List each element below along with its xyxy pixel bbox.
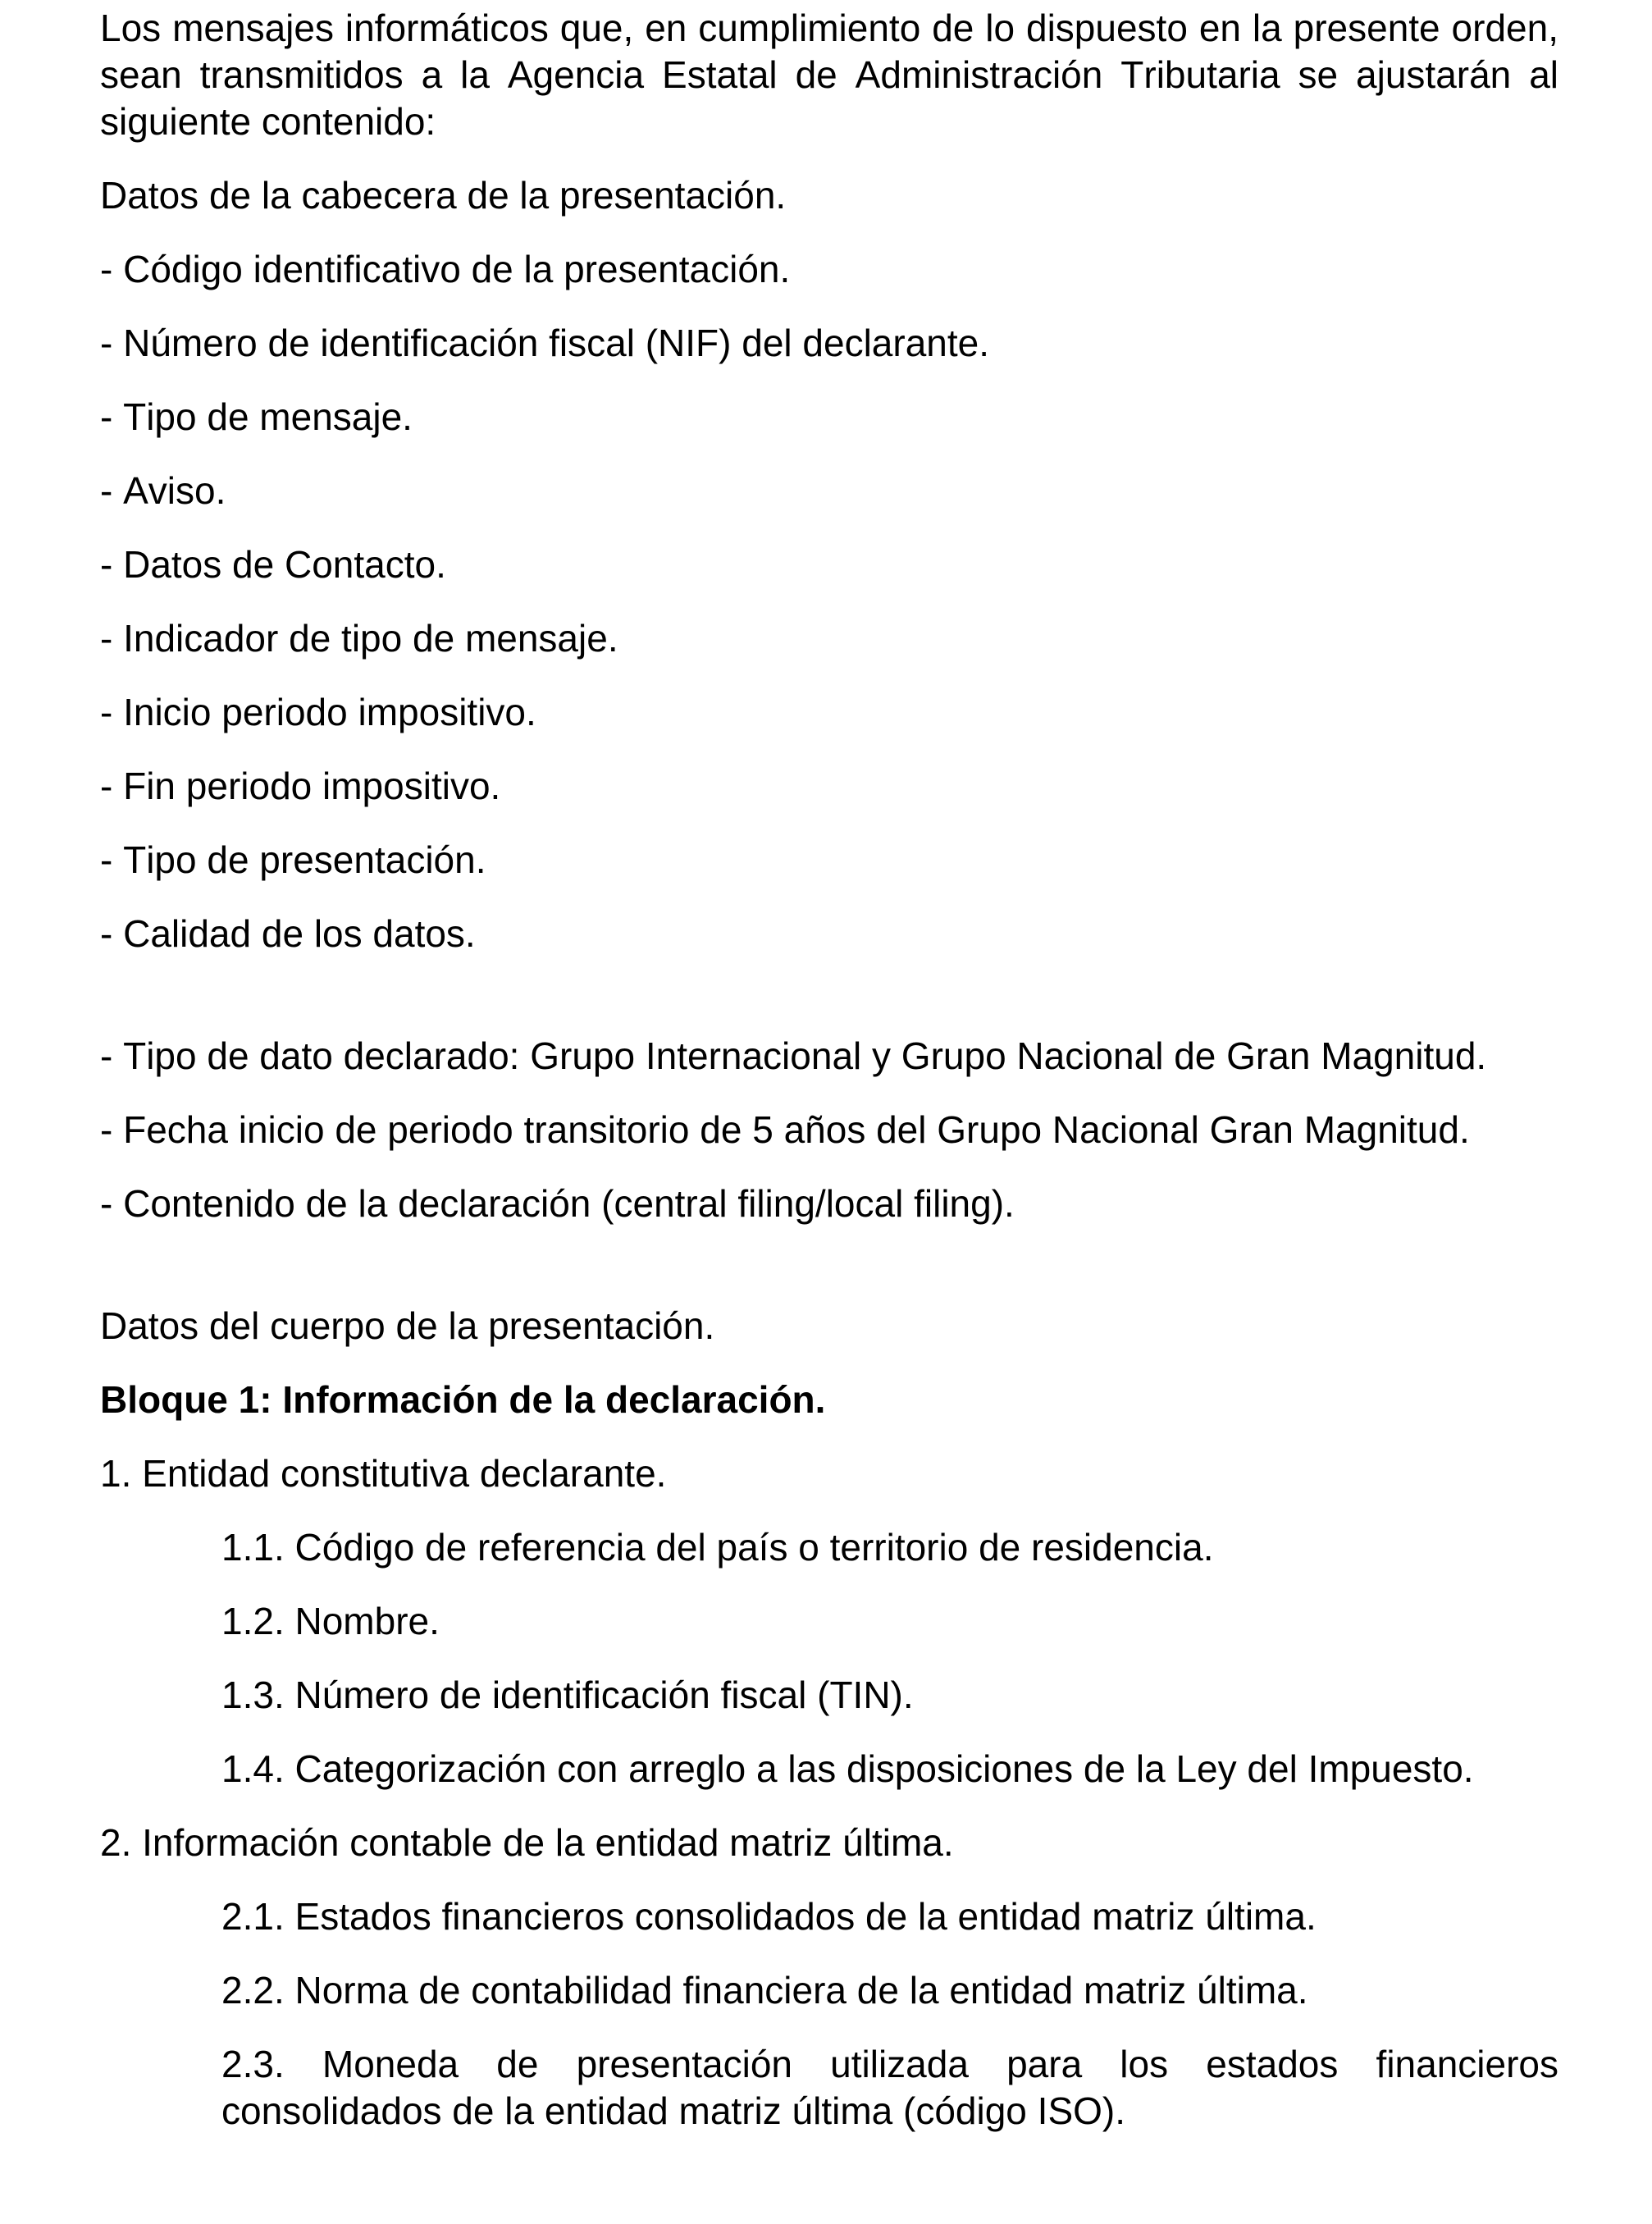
list-item: - Tipo de dato declarado: Grupo Internacional y Grupo Nacional de Gran Magnitud.	[100, 1034, 1487, 1077]
document-page	[100, 5, 1558, 2135]
list-item: - Datos de Contacto.	[100, 543, 446, 586]
list-item: - Número de identificación fiscal (NIF) del declarante.	[100, 322, 990, 364]
numbered-item-1: 1. Entidad constitutiva declarante.	[100, 1452, 667, 1495]
sub-item: 2.3. Moneda de presentación utilizada para los estados financieros consolidados de la entidad matriz última (código ISO).	[221, 2043, 1558, 2132]
section-title-cabecera: Datos de la cabecera de la presentación.	[100, 174, 787, 217]
list-item: - Calidad de los datos.	[100, 912, 476, 955]
sub-item: 1.3. Número de identificación fiscal (TIN).	[221, 1674, 914, 1716]
list-item: - Tipo de mensaje.	[100, 395, 413, 438]
list-item: - Fin periodo impositivo.	[100, 765, 501, 807]
list-item: - Aviso.	[100, 469, 226, 512]
list-item: - Inicio periodo impositivo.	[100, 691, 536, 733]
sub-item: 2.2. Norma de contabilidad financiera de la entidad matriz última.	[221, 1969, 1308, 2012]
section-title-cuerpo: Datos del cuerpo de la presentación.	[100, 1304, 715, 1347]
sub-item: 1.2. Nombre.	[221, 1600, 440, 1642]
numbered-item-2: 2. Información contable de la entidad matriz última.	[100, 1821, 954, 1864]
list-item: - Tipo de presentación.	[100, 838, 486, 881]
block1-heading: Bloque 1: Información de la declaración.	[100, 1378, 826, 1421]
list-item: - Fecha inicio de periodo transitorio de 5 años del Grupo Nacional Gran Magnitud.	[100, 1108, 1470, 1151]
intro-paragraph: Los mensajes informáticos que, en cumplimiento de lo dispuesto en la presente orden, sean transmitidos a la Agencia Estatal de Administración Tributaria se ajustarán al siguiente contenido:	[100, 7, 1558, 143]
list-item: - Indicador de tipo de mensaje.	[100, 617, 618, 660]
sub-item: 2.1. Estados financieros consolidados de la entidad matriz última.	[221, 1895, 1317, 1938]
list-item: - Contenido de la declaración (central filing/local filing).	[100, 1182, 1015, 1225]
sub-item: 1.4. Categorización con arreglo a las disposiciones de la Ley del Impuesto.	[221, 1747, 1474, 1790]
sub-item: 1.1. Código de referencia del país o territorio de residencia.	[221, 1526, 1214, 1569]
list-item: - Código identificativo de la presentación.	[100, 248, 791, 290]
